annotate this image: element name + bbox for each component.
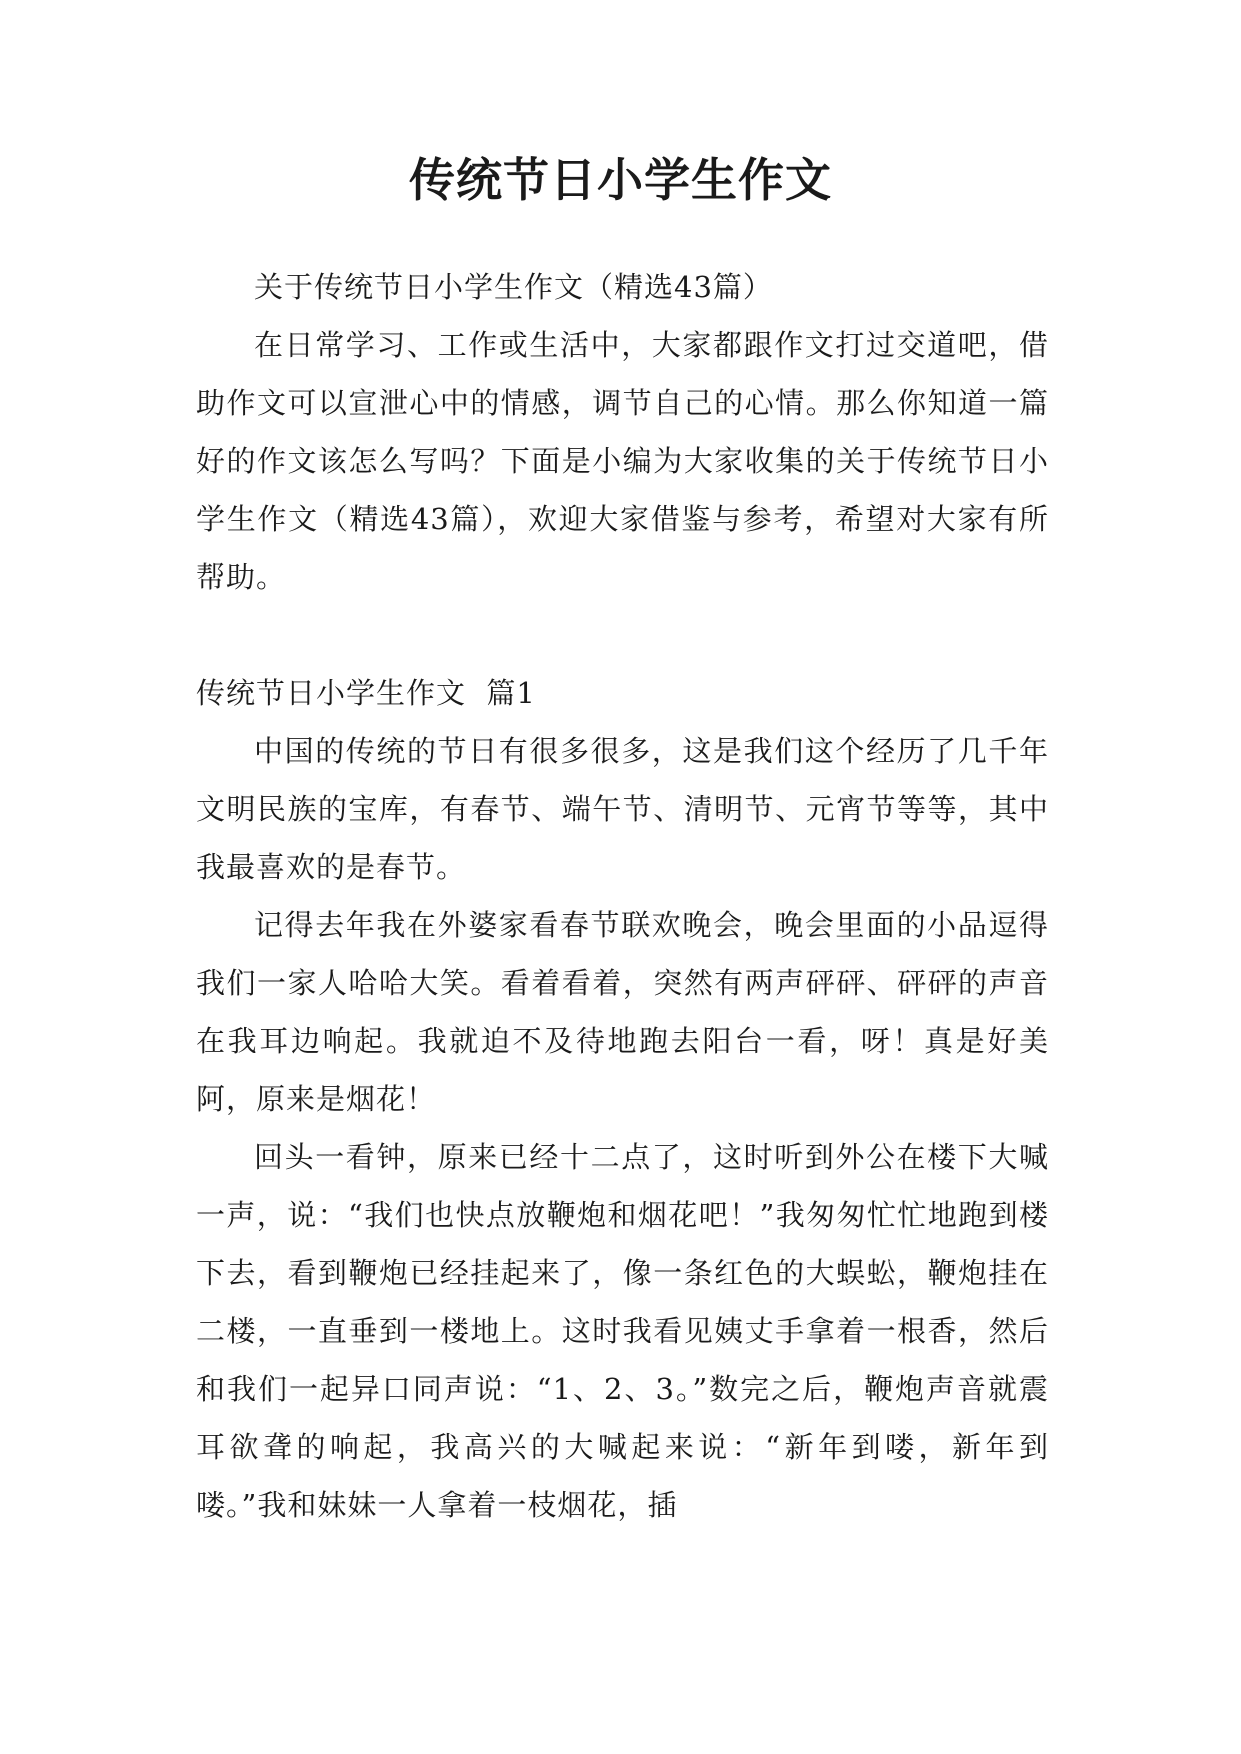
essay-paragraph-2: 记得去年我在外婆家看春节联欢晚会，晚会里面的小品逗得我们一家人哈哈大笑。看着看着，突然有两声砰砰、砰砰的声音在我耳边响起。我就迫不及待地跑去阳台一看，呀！真是好美阿，原来是烟花！ [196, 908, 1049, 1116]
section-spacer [196, 606, 1049, 664]
intro-paragraph: 在日常学习、工作或生活中，大家都跟作文打过交道吧，借助作文可以宣泄心中的情感，调节自己的心情。那么你知道一篇好的作文该怎么写吗？下面是小编为大家收集的关于传统节日小学生作文（精选43篇），欢迎大家借鉴与参考，希望对大家有所帮助。 [196, 328, 1049, 594]
intro-line: 关于传统节日小学生作文（精选43篇） [254, 270, 773, 304]
section-heading: 传统节日小学生作文 篇1 [196, 676, 536, 710]
document-title: 传统节日小学生作文 [409, 153, 832, 207]
document-body [196, 258, 1049, 1534]
essay-paragraph-3: 回头一看钟，原来已经十二点了，这时听到外公在楼下大喊一声，说：“我们也快点放鞭炮和烟花吧！”我匆匆忙忙地跑到楼下去，看到鞭炮已经挂起来了，像一条红色的大蜈蚣，鞭炮挂在二楼，一直垂到一楼地上。这时我看见姨丈手拿着一根香，然后和我们一起异口同声说：“1、2、3。”数完之后，鞭炮声音就震耳欲聋的响起，我高兴的大喊起来说：“新年到喽，新年到喽。”我和妹妹一人拿着一枝烟花，插 [196, 1140, 1049, 1522]
essay-paragraph-1: 中国的传统的节日有很多很多，这是我们这个经历了几千年文明民族的宝库，有春节、端午节、清明节、元宵节等等，其中我最喜欢的是春节。 [196, 734, 1049, 884]
